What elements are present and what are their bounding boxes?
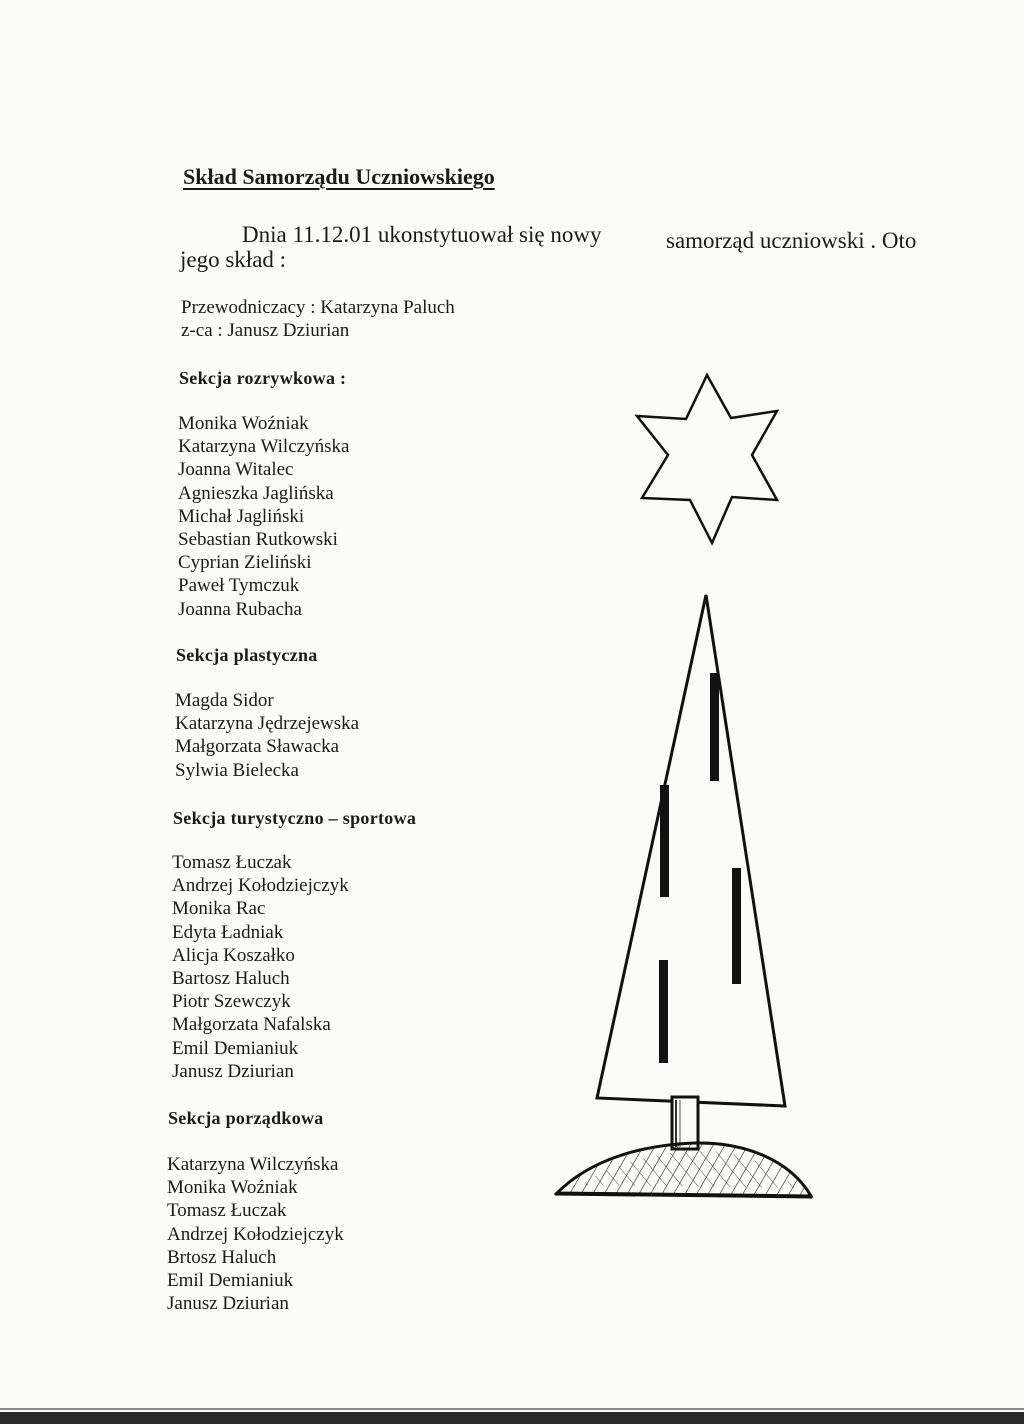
list-item: Joanna Rubacha xyxy=(178,598,302,620)
chairperson: Przewodniczacy : Katarzyna Paluch xyxy=(181,297,455,318)
list-item: Paweł Tymczuk xyxy=(178,575,300,597)
section-heading-tourism-sport: Sekcja turystyczno – sportowa xyxy=(173,808,417,828)
scan-bottom-edge xyxy=(0,1412,1024,1424)
list-item: Andrzej Kołodziejczyk xyxy=(167,1223,344,1245)
list-item: Agnieszka Jaglińska xyxy=(178,482,334,504)
tree-ornament xyxy=(660,785,669,897)
list-item: Katarzyna Wilczyńska xyxy=(167,1154,339,1175)
list-item: Katarzyna Jędrzejewska xyxy=(175,713,360,735)
list-item: Alicja Koszałko xyxy=(172,944,295,966)
section-heading-entertainment: Sekcja rozrywkowa : xyxy=(179,368,347,388)
deputy-chairperson: z-ca : Janusz Dziurian xyxy=(181,320,350,341)
section-members-entertainment xyxy=(178,412,349,621)
tree-icon xyxy=(597,595,785,1106)
list-item: Małgorzata Sławacka xyxy=(175,736,340,758)
list-item: Janusz Dziurian xyxy=(167,1293,289,1315)
list-item: Cyprian Zieliński xyxy=(178,552,312,574)
star-icon xyxy=(637,375,777,543)
section-heading-order: Sekcja porządkowa xyxy=(168,1108,324,1128)
section-members-tourism-sport xyxy=(172,851,349,1083)
section-heading-art: Sekcja plastyczna xyxy=(176,645,318,665)
list-item: Sebastian Rutkowski xyxy=(178,529,338,551)
list-item: Emil Demianiuk xyxy=(172,1037,299,1059)
list-item: Tomasz Łuczak xyxy=(172,852,292,873)
list-item: Małgorzata Nafalska xyxy=(172,1014,331,1036)
list-item: Monika Woźniak xyxy=(178,413,309,434)
tree-ornament xyxy=(732,868,741,984)
list-item: Sylwia Bielecka xyxy=(175,759,299,781)
list-item: Magda Sidor xyxy=(175,690,274,711)
list-item: Monika Rac xyxy=(172,898,266,920)
tree-ornament xyxy=(710,673,719,781)
section-members-order xyxy=(167,1153,344,1315)
list-item: Piotr Szewczyk xyxy=(172,991,291,1013)
document-title: Skład Samorządu Uczniowskiego xyxy=(183,164,495,189)
list-item: Janusz Dziurian xyxy=(172,1060,294,1082)
intro-text-line2: jego skład : xyxy=(180,247,287,272)
list-item: Brtosz Haluch xyxy=(167,1246,277,1268)
list-item: Joanna Witalec xyxy=(178,459,294,481)
section-members-art xyxy=(175,689,359,782)
list-item: Michał Jagliński xyxy=(178,505,305,527)
intro-text-part2: samorząd uczniowski . Oto xyxy=(666,228,917,253)
list-item: Andrzej Kołodziejczyk xyxy=(172,875,349,897)
tree-ornament xyxy=(659,960,668,1063)
list-item: Katarzyna Wilczyńska xyxy=(178,436,350,458)
list-item: Monika Woźniak xyxy=(167,1177,298,1199)
scan-edge-line xyxy=(0,1408,1024,1410)
list-item: Emil Demianiuk xyxy=(167,1270,294,1292)
intro-text-part1: Dnia 11.12.01 ukonstytuował się nowy xyxy=(242,222,602,247)
christmas-tree-illustration xyxy=(550,370,830,1210)
list-item: Bartosz Haluch xyxy=(172,968,290,990)
list-item: Tomasz Łuczak xyxy=(167,1200,287,1222)
list-item: Edyta Ładniak xyxy=(172,921,284,943)
